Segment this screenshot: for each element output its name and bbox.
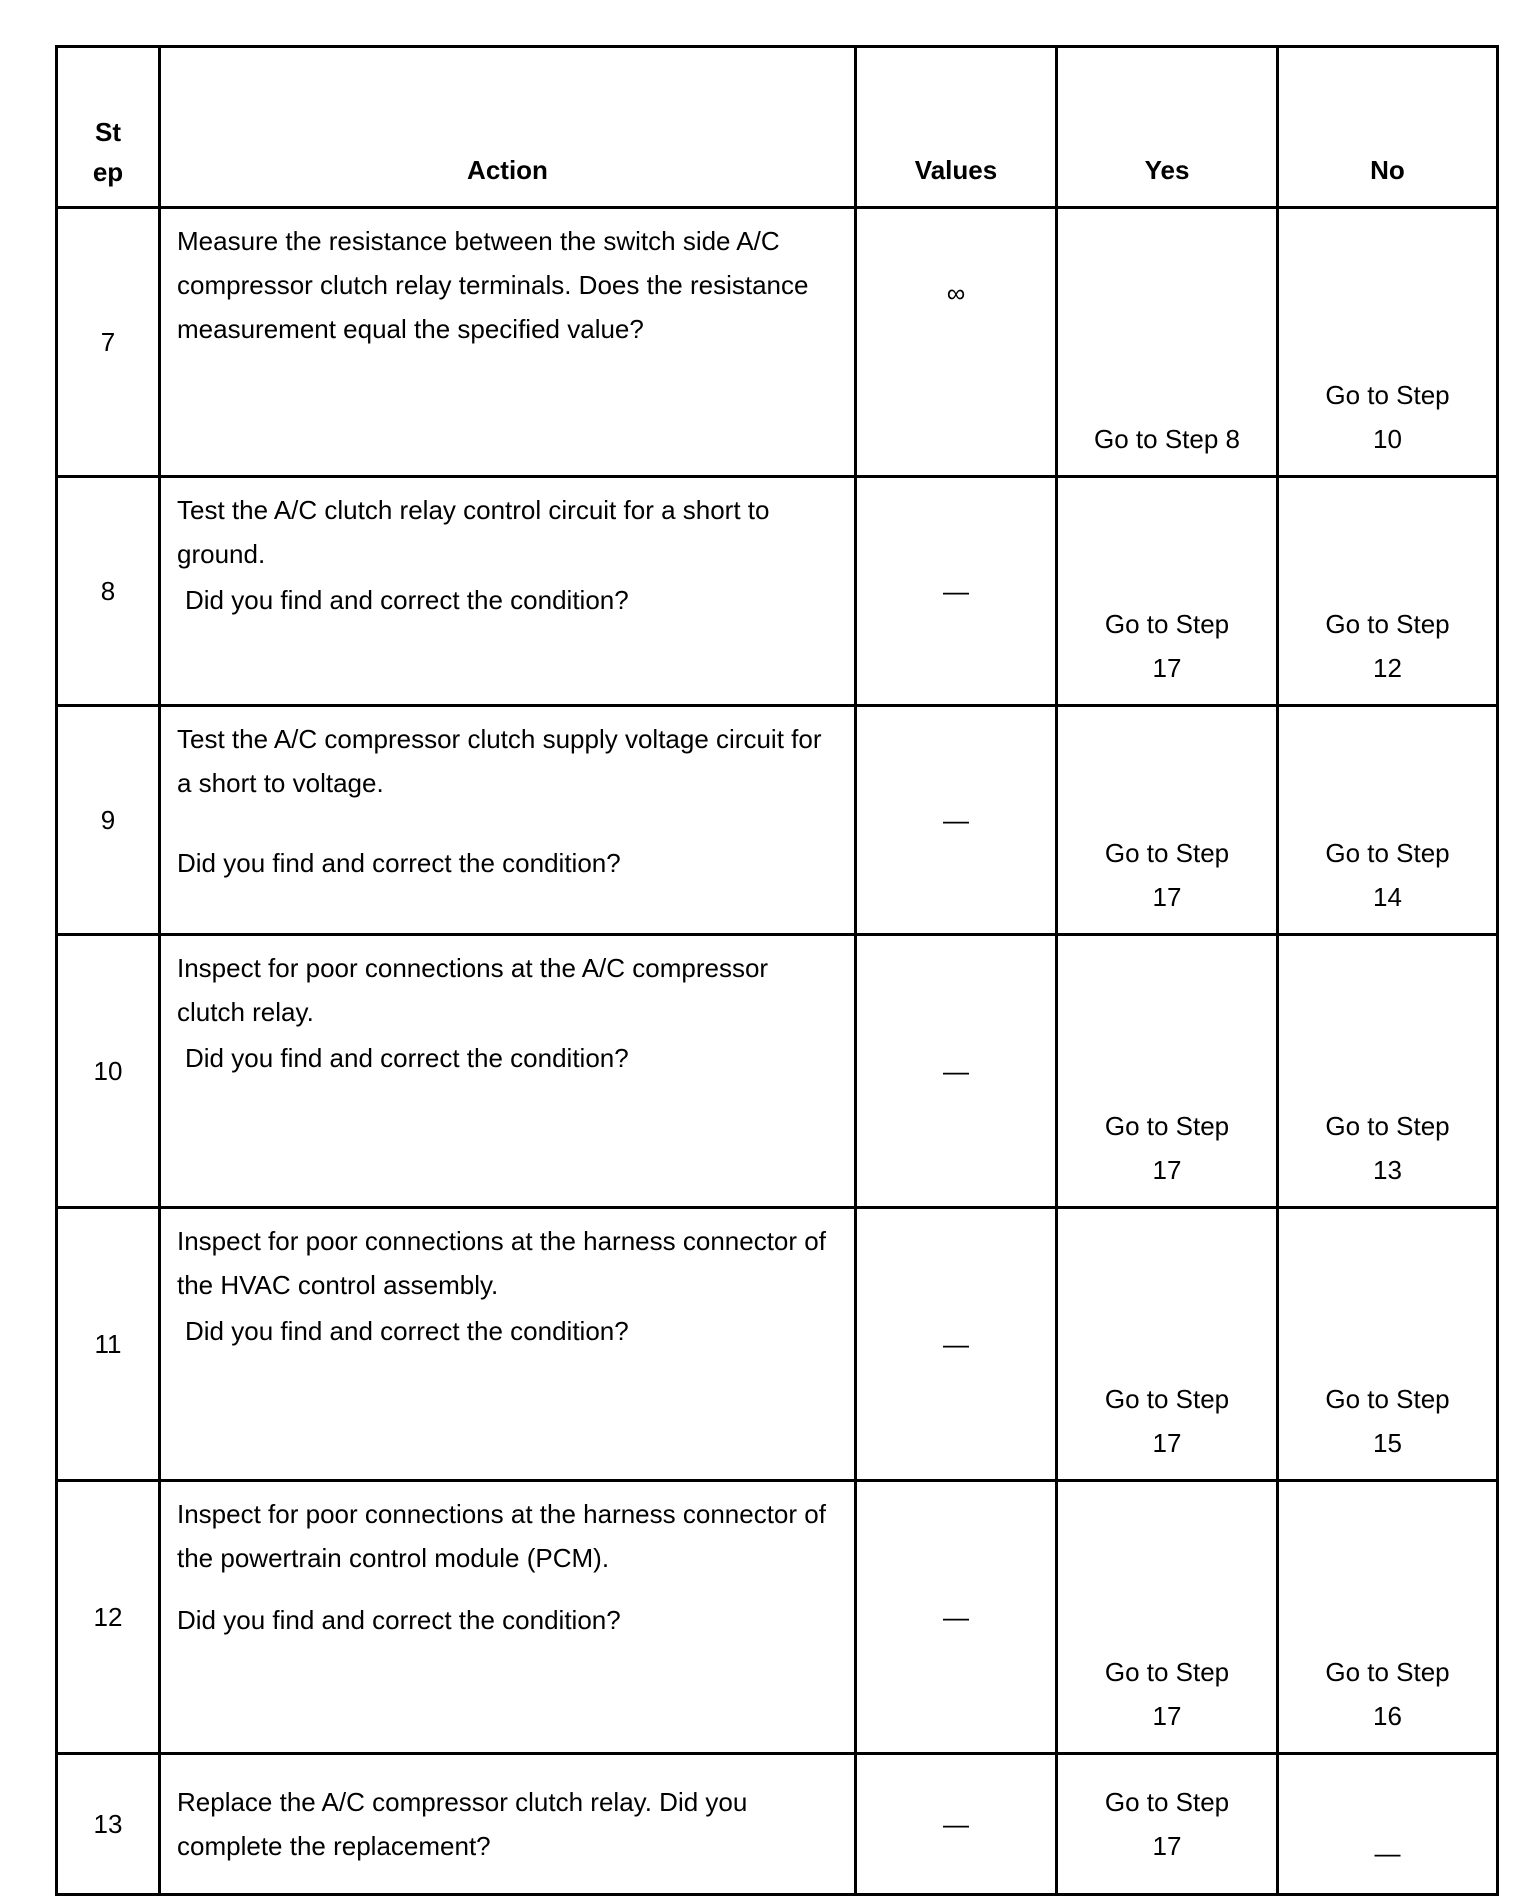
action-text: Test the A/C compressor clutch supply voltage circuit for a short to voltage. [177,724,822,798]
action-question: Did you find and correct the condition? [177,1605,621,1635]
header-step: Step [57,47,160,208]
action-cell [160,208,856,477]
action-text: Replace the A/C compressor clutch relay. Did you complete the replacement? [177,1787,748,1861]
yes-cell [1057,935,1278,1208]
yes-cell [1057,1754,1278,1895]
action-text: Inspect for poor connections at the harness connector of the powertrain control module (PCM). [177,1499,826,1573]
no-cell [1278,1481,1498,1754]
yes-result: Go to Step 17 [1104,609,1230,683]
table-row [57,935,1498,1208]
no-cell [1278,706,1498,935]
step-number: 8 [57,477,160,706]
no-result: Go to Step 16 [1325,1657,1450,1731]
step-number: 11 [57,1208,160,1481]
diagnostic-table [55,45,1499,1896]
action-cell [160,706,856,935]
action-cell [160,1754,856,1895]
table-row [57,1481,1498,1754]
step-number: 10 [57,935,160,1208]
action-question: Did you find and correct the condition? [185,585,629,615]
action-text: Inspect for poor connections at the harness connector of the HVAC control assembly. [177,1226,826,1300]
value-cell: — [856,706,1057,935]
value-cell: — [856,1208,1057,1481]
table-row [57,706,1498,935]
table-row [57,208,1498,477]
yes-cell [1057,208,1278,477]
action-question: Did you find and correct the condition? [185,1043,629,1073]
value-cell: — [856,477,1057,706]
yes-result: Go to Step 17 [1104,838,1230,912]
no-cell [1278,935,1498,1208]
header-yes: Yes [1057,47,1278,208]
action-cell [160,1481,856,1754]
header-row [57,47,1498,208]
action-cell [160,935,856,1208]
step-number: 12 [57,1481,160,1754]
no-result: Go to Step 10 [1325,380,1450,454]
yes-result: Go to Step 8 [1094,424,1240,454]
step-number: 9 [57,706,160,935]
action-text: Measure the resistance between the switch side A/C compressor clutch relay terminals. Does the resistance measurement equal the specified value? [177,226,809,344]
yes-result: Go to Step 17 [1104,1787,1230,1861]
table-row [57,1754,1498,1895]
yes-result: Go to Step 17 [1104,1111,1230,1185]
action-question: Did you find and correct the condition? [185,1316,629,1346]
yes-result: Go to Step 17 [1104,1384,1230,1458]
no-result: Go to Step 14 [1325,838,1450,912]
no-cell [1278,208,1498,477]
yes-cell [1057,706,1278,935]
no-result: Go to Step 12 [1325,609,1450,683]
action-cell [160,477,856,706]
no-result: Go to Step 13 [1325,1111,1450,1185]
header-action: Action [160,47,856,208]
yes-result: Go to Step 17 [1104,1657,1230,1731]
action-question: Did you find and correct the condition? [177,848,621,878]
no-cell: — [1278,1754,1498,1895]
yes-cell [1057,477,1278,706]
table-row [57,477,1498,706]
yes-cell [1057,1481,1278,1754]
value-cell: — [856,1481,1057,1754]
yes-cell [1057,1208,1278,1481]
table-row [57,1208,1498,1481]
value-cell: ∞ [856,208,1057,477]
no-cell [1278,1208,1498,1481]
header-no: No [1278,47,1498,208]
value-cell: — [856,1754,1057,1895]
action-text: Inspect for poor connections at the A/C compressor clutch relay. [177,953,769,1027]
header-values: Values [856,47,1057,208]
step-number: 7 [57,208,160,477]
value-cell: — [856,935,1057,1208]
action-text: Test the A/C clutch relay control circuit for a short to ground. [177,495,770,569]
step-number: 13 [57,1754,160,1895]
no-cell [1278,477,1498,706]
action-cell [160,1208,856,1481]
diagnostic-table-page [55,45,1499,1896]
no-result: Go to Step 15 [1325,1384,1450,1458]
